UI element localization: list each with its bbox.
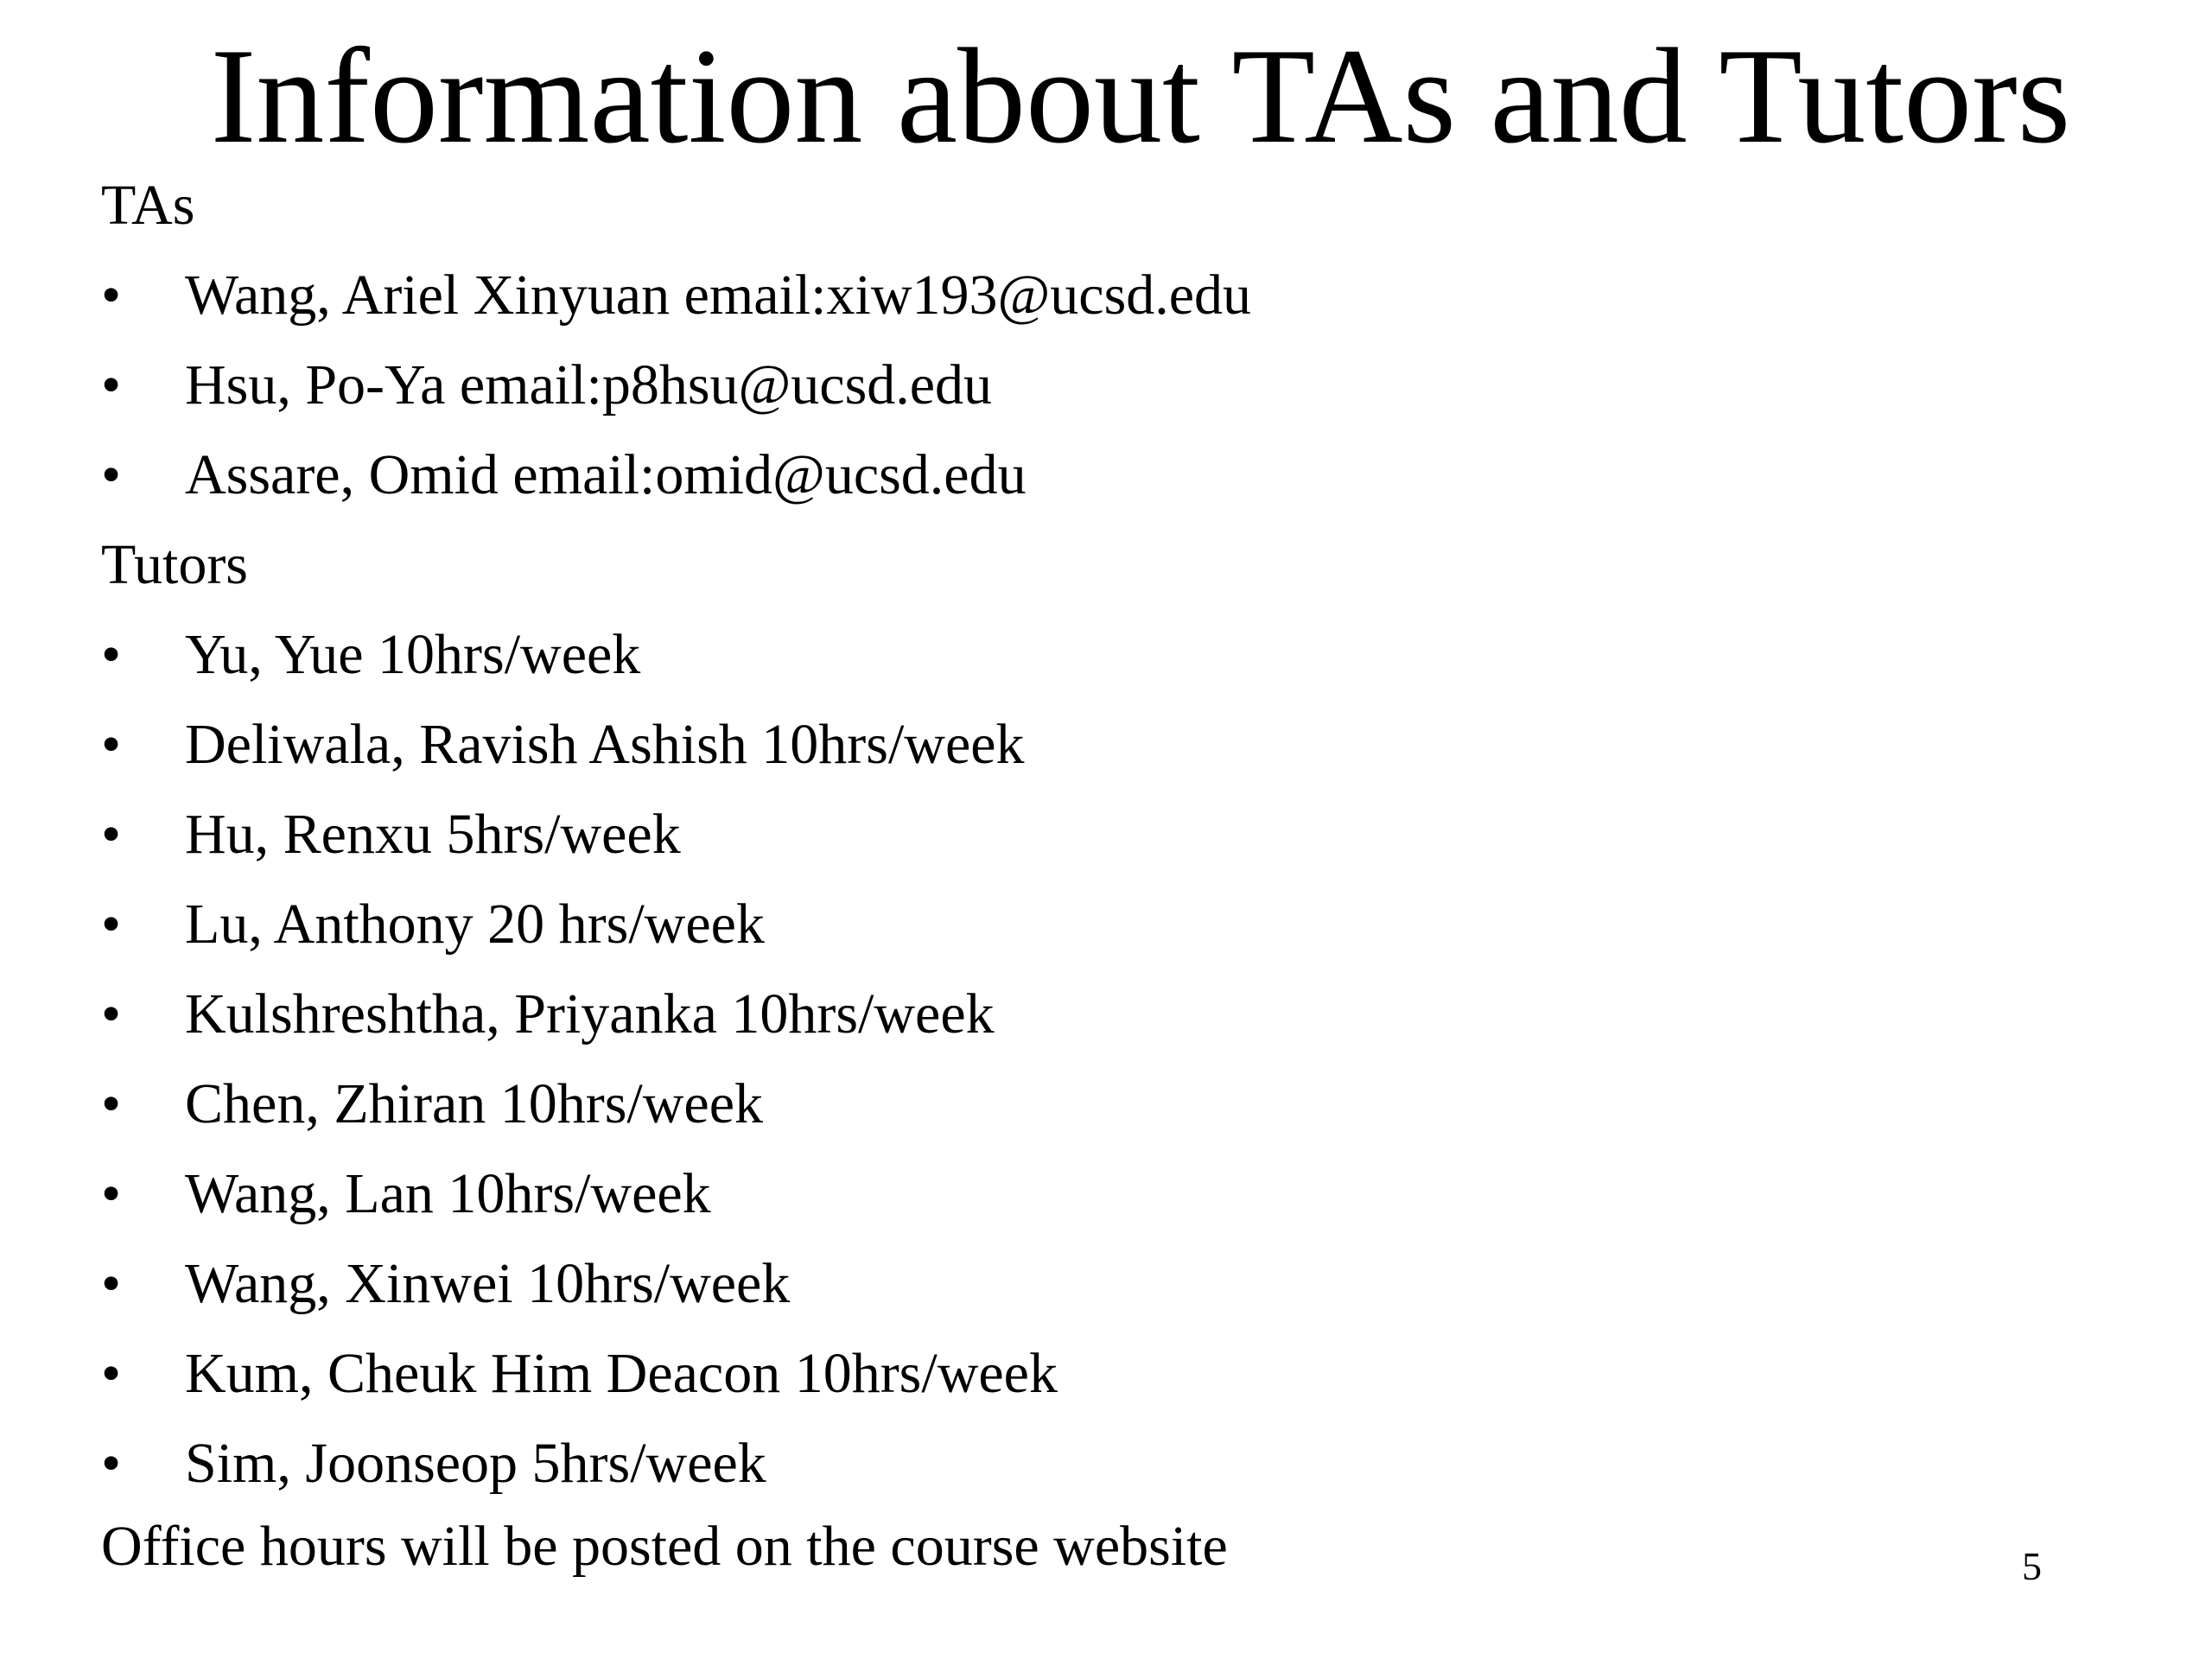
tutor-entry-text: Kulshreshtha, Priyanka 10hrs/week: [185, 982, 995, 1046]
page-number: 5: [2022, 1544, 2042, 1588]
tutor-entry-text: Wang, Lan 10hrs/week: [185, 1162, 711, 1225]
tutor-entry-text: Hu, Renxu 5hrs/week: [185, 803, 681, 866]
bullet-icon: •: [101, 982, 122, 1046]
bullet-icon: •: [101, 264, 122, 327]
tas-heading: TAs: [101, 174, 195, 237]
bullet-icon: •: [101, 893, 122, 956]
tutor-entry-text: Sim, Joonseop 5hrs/week: [185, 1432, 766, 1495]
bullet-icon: •: [101, 353, 122, 416]
bullet-icon: •: [101, 713, 122, 776]
tutors-heading: Tutors: [101, 533, 248, 596]
tutor-entry-text: Yu, Yue 10hrs/week: [185, 623, 641, 686]
bullet-icon: •: [101, 1072, 122, 1135]
bullet-icon: •: [101, 623, 122, 686]
bullet-icon: •: [101, 1432, 122, 1495]
tutor-entry-text: Wang, Xinwei 10hrs/week: [185, 1252, 791, 1315]
bullet-icon: •: [101, 1342, 122, 1405]
bullet-icon: •: [101, 803, 122, 866]
tutor-entry-text: Lu, Anthony 20 hrs/week: [185, 893, 765, 956]
bullet-icon: •: [101, 1252, 122, 1315]
ta-entry-text: Wang, Ariel Xinyuan email:xiw193@ucsd.edu: [185, 264, 1252, 327]
tutor-entry-text: Deliwala, Ravish Ashish 10hrs/week: [185, 713, 1025, 776]
office-hours-note: Office hours will be posted on the course website: [101, 1515, 1228, 1578]
tutor-entry-text: Kum, Cheuk Him Deacon 10hrs/week: [185, 1342, 1058, 1405]
ta-entry-text: Assare, Omid email:omid@ucsd.edu: [185, 443, 1027, 506]
bullet-icon: •: [101, 443, 122, 506]
ta-entry-text: Hsu, Po-Ya email:p8hsu@ucsd.edu: [185, 353, 993, 416]
tutor-entry-text: Chen, Zhiran 10hrs/week: [185, 1072, 763, 1135]
slide-title: Information about TAs and Tutors: [210, 21, 2071, 172]
bullet-icon: •: [101, 1162, 122, 1225]
